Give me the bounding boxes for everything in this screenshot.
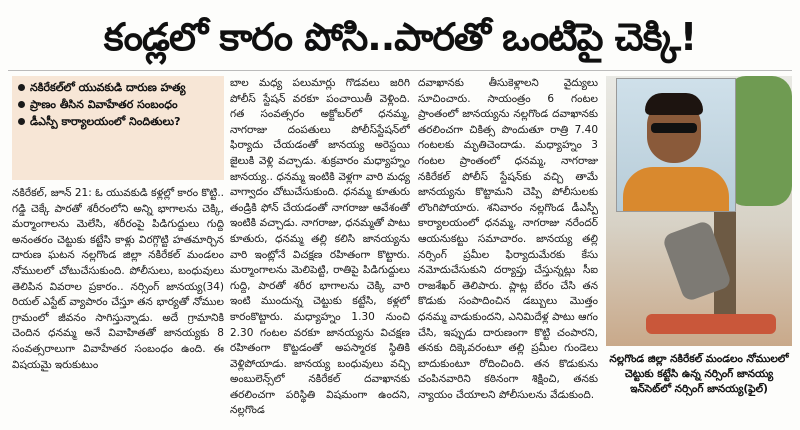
subhead-text: నకిరేకల్‌లో యువకుడి దారుణ హత్య xyxy=(30,81,186,94)
bullet-icon xyxy=(18,101,25,108)
article-column-2 xyxy=(230,76,410,426)
subhead-item xyxy=(18,80,218,95)
column-text: బాల మధ్య పలుమార్లు గొడవలు జరిగి పోలీస్‌ స్టేషన్‌ వరకూ పంచాయితీ వెళ్లింది. గత సంవత్సరం అక్టోబర్‌లో ధనమ్మ, నాగరాజు దంపతులు పోలీస్‌స్టేషన్‌లో ఫిర్యాదు చేయడంతో జానయ్య అరెస్టయి జైలుకి వెళ్లి వచ్చాడు. శుక్రవారం మధ్యాహ్నం జానయ్య.. ధనమ్మ ఇంటికి వెళ్లగా వారి మధ్య వాగ్వాదం చోటుచేసుకుంది. ధనమ్మ కూతురు తండ్రికి ఫోన్‌ చేయడంతో నాగరాజు ఆవేశంతో ఇంటికి వచ్చాడు. నాగరాజు, ధనమ్మతో పాటు కూతురు, ధనమ్మ తల్లి కలిసి జానయ్యను వారి ఇంట్లోనే విచక్షణ రహితంగా కొట్టారు. మర్మాంగాలను మెలిపెట్టి, రాతిపై పిడిగుద్దులు గుద్ది, పారతో శరీర భాగాలను చెక్కి వారి ఇంటి ముందున్న చెట్టుకు కట్టేసి, కళ్లలో కారంకొట్టారు. మధ్యాహ్నం 1.30 నుంచి 2.30 గంటల వరకూ జానయ్యను విచక్షణ రహితంగా కొట్టడంతో అపస్మారక స్థితికి వెళ్లిపోయాడు. జానయ్య బంధువులు వచ్చి అంబులెన్స్‌లో నకిరేకల్‌ దవాఖానకు తరలించగా పరిస్థితి విషమంగా ఉందని, నల్లగొండ xyxy=(230,77,410,417)
sunglasses-icon xyxy=(651,123,697,133)
column-text: దవాఖానకు తీసుకెళ్లాలని వైద్యులు సూచించారు. సాయంత్రం 6 గంటల ప్రాంతంలో జానయ్యను నల్లగొండ దవాఖానకు తరలించగా చికిత్స పొందుతూ రాత్రి 7.40 గంటలకు మృతిచెందాడు. మధ్యాహ్నం 3 గంటల ప్రాంతంలో ధనమ్మ, నాగరాజు నకిరేకల్‌ పోలీస్‌ స్టేషన్‌కు వచ్చి తామే జానయ్యను కొట్టామని చెప్పి పోలీసులకు లొంగిపోయారు. శనివారం నల్లగొండ డీఎస్పీ కార్యాలయంలో ధనమ్మ, నాగరాజు నరేందర్‌ ఆయనుకట్టు సమాచారం. జానయ్య తల్లి నర్సింగ్‌ ప్రమీల ఫిర్యాదుమేరకు కేసు నమోదుచేసుకుని దర్యాప్తు చేస్తున్నట్లు సీఐ రాజశేఖర్‌ తెలిపారు. ప్లాట్ల బేరం చేసి తన కొడుకు సంపాదించిన డబ్బులు మొత్తం ధనమ్మ వాడుకుందని, ఎనిమిదేళ్ల పాటు ఆగం చేసి, ఇప్పుడు దారుణంగా కొట్టి చంపారని, తనకు దిక్కెవరంటూ తల్లి ప్రమీల గుండెలు బాదుకుంటూ రోదించింది. తన కొడుకును చంపినవారిని కఠినంగా శిక్షించి, తనకు న్యాయం చేయాలని పోలీసులను వేడుకుంది. xyxy=(418,77,598,401)
photo-caption: నల్లగొండ జిల్లా నకిరేకల్‌ మండలం నోములలో చెట్టుకు కట్టేసి ఉన్న నర్సింగ్‌ జానయ్య ఇన్‌సెట్‌లో నర్సింగ్‌ జానయ్య(ఫైల్‌) xyxy=(609,353,789,395)
column-text: నకిరేకల్‌, జూన్‌ 21: ఓ యువకుడి కళ్లల్లో కారం కొట్టి.. గడ్డి చెక్కే పారతో శరీరంలోని అన్ని భాగాలను చెక్కి, మర్మాంగాలను మెలేసి, శరీరంపై పిడిగుద్దులు గుద్ది అనంతరం చెట్టుకు కట్టేసి కాళ్లు విరగ్గొట్టి హతమార్చిన దారుణ ఘటన నల్లగొండ జిల్లా నకిరేకల్‌ మండలం నోములలో చోటుచేసుకుంది. పోలీసులు, బంధువులు తెలిపిన వివరాల ప్రకారం.. నర్సింగ్‌ జానయ్య(34) రియల్‌ ఎస్టేట్‌ వ్యాపారం చేస్తూ తన భార్యతో నోముల గ్రామంలో జీవనం సాగిస్తున్నాడు. అదే గ్రామానికి చెందిన ధనమ్మ అనే వివాహితతో జానయ్యకు 8 సంవత్సరాలుగా వివాహేతర సంబంధం ఉంది. ఈ విషయమై ఇరుకుటుం xyxy=(12,187,224,371)
photo-block xyxy=(606,76,792,430)
bullet-icon xyxy=(18,118,25,125)
subhead-item xyxy=(18,97,218,112)
article-column-3 xyxy=(418,76,598,426)
article-column-1 xyxy=(12,186,224,426)
inset-portrait-photo xyxy=(616,78,736,212)
headline: కండ్లలో కారం పోసి..పారతో ఒంటిపై చెక్కి! xyxy=(103,15,697,59)
ground-cloth xyxy=(646,314,776,334)
subhead-item xyxy=(18,114,218,129)
portrait-shirt xyxy=(623,167,729,212)
subhead-text: ప్రాణం తీసిన వివాహేతర సంబంధం xyxy=(30,98,178,111)
portrait-hair xyxy=(645,93,703,115)
subhead-text: డీఎస్పీ కార్యాలయంలో నిందితులు? xyxy=(30,115,181,128)
divider xyxy=(8,70,792,71)
bullet-icon xyxy=(18,84,25,91)
subheads-box xyxy=(12,76,224,180)
